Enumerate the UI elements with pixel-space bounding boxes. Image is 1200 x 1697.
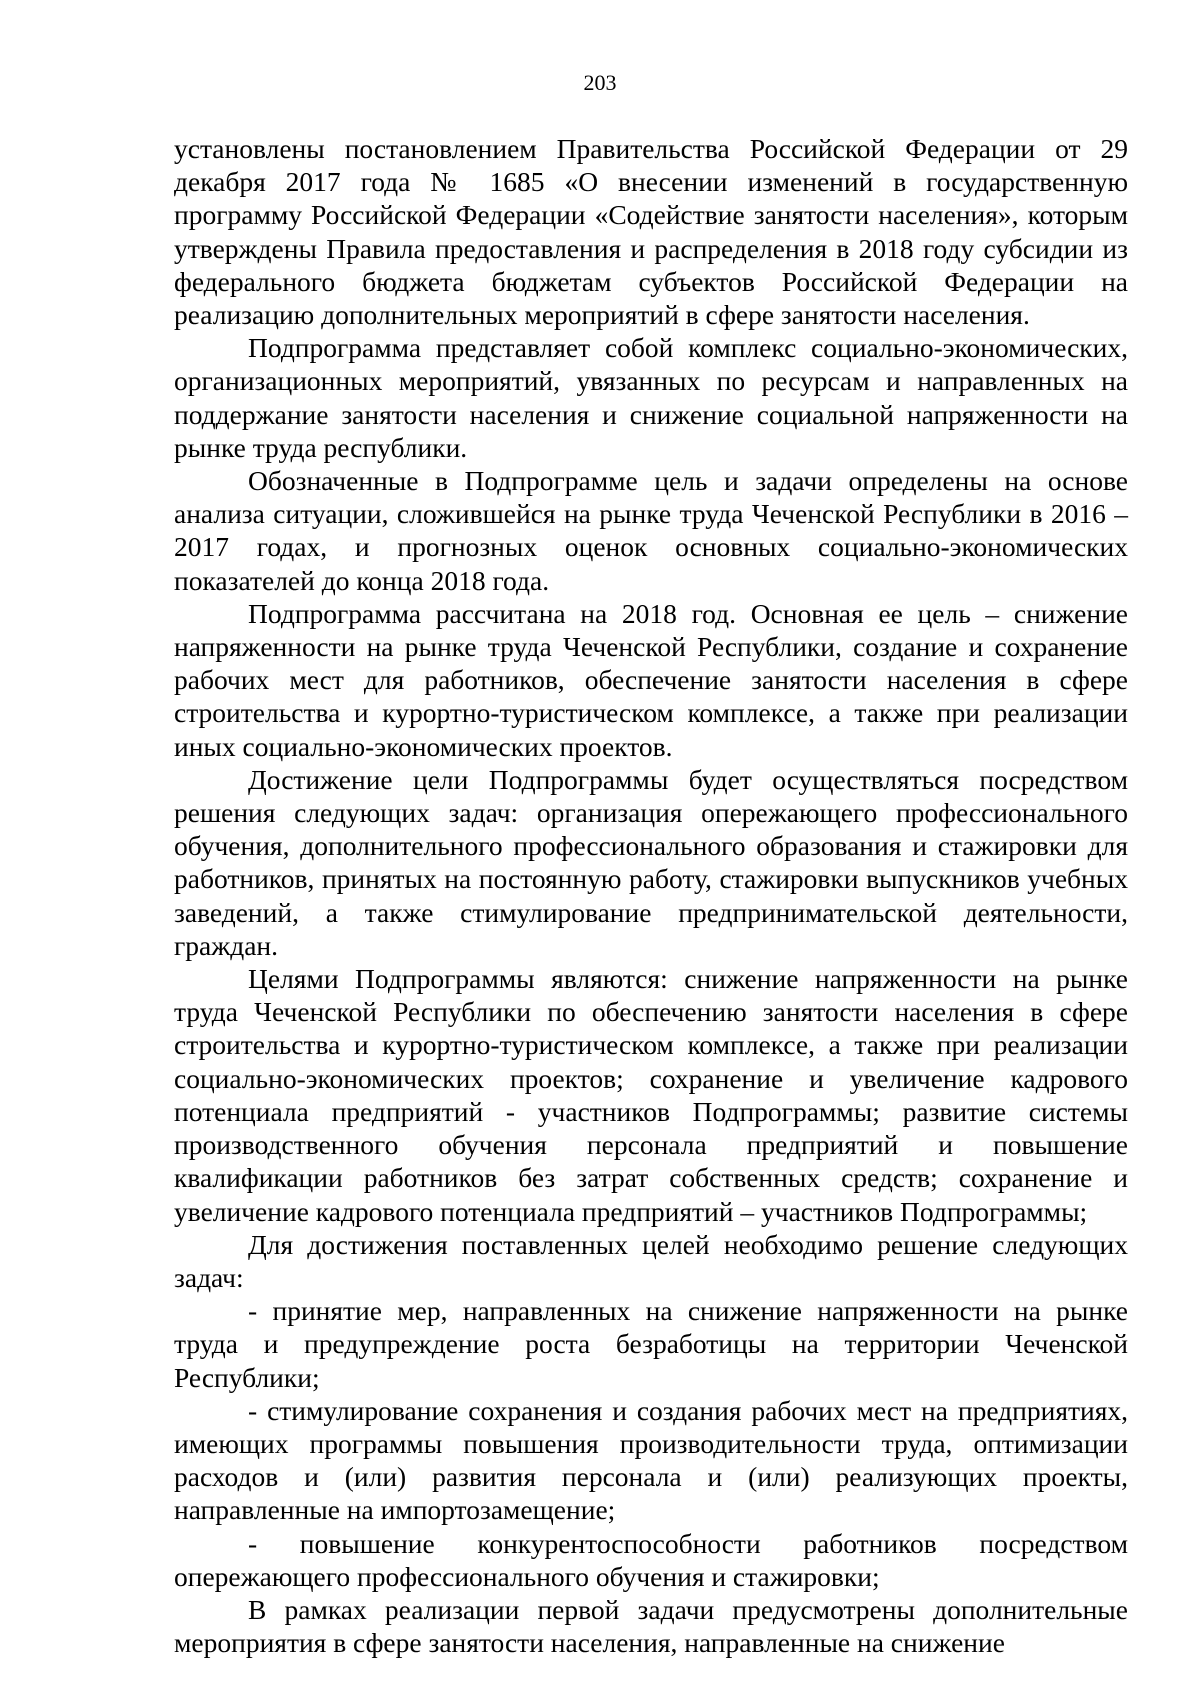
page-number: 203 [583, 70, 617, 95]
document-body [174, 132, 1128, 1659]
paragraph-first-task-measures: В рамках реализации первой задачи предусмотрены дополнительные мероприятия в сфере занятости населения, направленные на снижение [174, 1593, 1128, 1659]
paragraph-goals-basis: Обозначенные в Подпрограмме цель и задачи определены на основе анализа ситуации, сложившейся на рынке труда Чеченской Республики в 2016 – 2017 годах, и прогнозных оценок основных социально-экономических показателей до конца 2018 года. [174, 465, 1128, 596]
list-item-task-2: - стимулирование сохранения и создания рабочих мест на предприятиях, имеющих программы повышения производительности труда, оптимизации расходов и (или) развития персонала и (или) реализующих проекты, направленные на импортозамещение; [174, 1394, 1128, 1526]
paragraph-subprogram-description: Подпрограмма представляет собой комплекс социально-экономических, организационных мероприятий, увязанных по ресурсам и направленных на поддержание занятости населения и снижение социальной напряженности на рынке труда республики. [174, 332, 1128, 463]
list-item-task-3: - повышение конкурентоспособности работников посредством опережающего профессионального обучения и стажировки; [174, 1527, 1128, 1592]
list-item-task-1: - принятие мер, направленных на снижение напряженности на рынке труда и предупреждение роста безработицы на территории Чеченской Республики; [174, 1295, 1128, 1393]
paragraph-main-goal: Подпрограмма рассчитана на 2018 год. Основная ее цель – снижение напряженности на рынке труда Чеченской Республики, создание и сохранение рабочих мест для работников, обеспечение занятости населения в сфере строительства и курортно-туристическом комплексе, а также при реализации иных социально-экономических проектов. [174, 597, 1128, 762]
paragraph-subprogram-goals: Целями Подпрограммы являются: снижение напряженности на рынке труда Чеченской Республики по обеспечению занятости населения в сфере строительства и курортно-туристическом комплексе, а также при реализации социально-экономических проектов; сохранение и увеличение кадрового потенциала предприятий - участников Подпрограммы; развитие системы производственного обучения персонала предприятий и повышение квалификации работников без затрат собственных средств; сохранение и увеличение кадрового потенциала предприятий – участников Подпрограммы; [174, 963, 1128, 1227]
paragraph-goal-achievement: Достижение цели Подпрограммы будет осуществляться посредством решения следующих задач: организация опережающего профессионального обучения, дополнительного профессионального образования и стажировки для работников, принятых на постоянную работу, стажировки выпускников учебных заведений, а также стимулирование предпринимательской деятельности, граждан. [174, 763, 1128, 961]
paragraph-subsidy-rules: установлены постановлением Правительства Российской Федерации от 29 декабря 2017 года № 1685 «О внесении изменений в государственную программу Российской Федерации «Содействие занятости населения», которым утверждены Правила предоставления и распределения в 2018 году субсидии из федерального бюджета бюджетам субъектов Российской Федерации на реализацию дополнительных мероприятий в сфере занятости населения. [174, 133, 1128, 331]
paragraph-tasks-intro: Для достижения поставленных целей необходимо решение следующих задач: [174, 1228, 1128, 1293]
